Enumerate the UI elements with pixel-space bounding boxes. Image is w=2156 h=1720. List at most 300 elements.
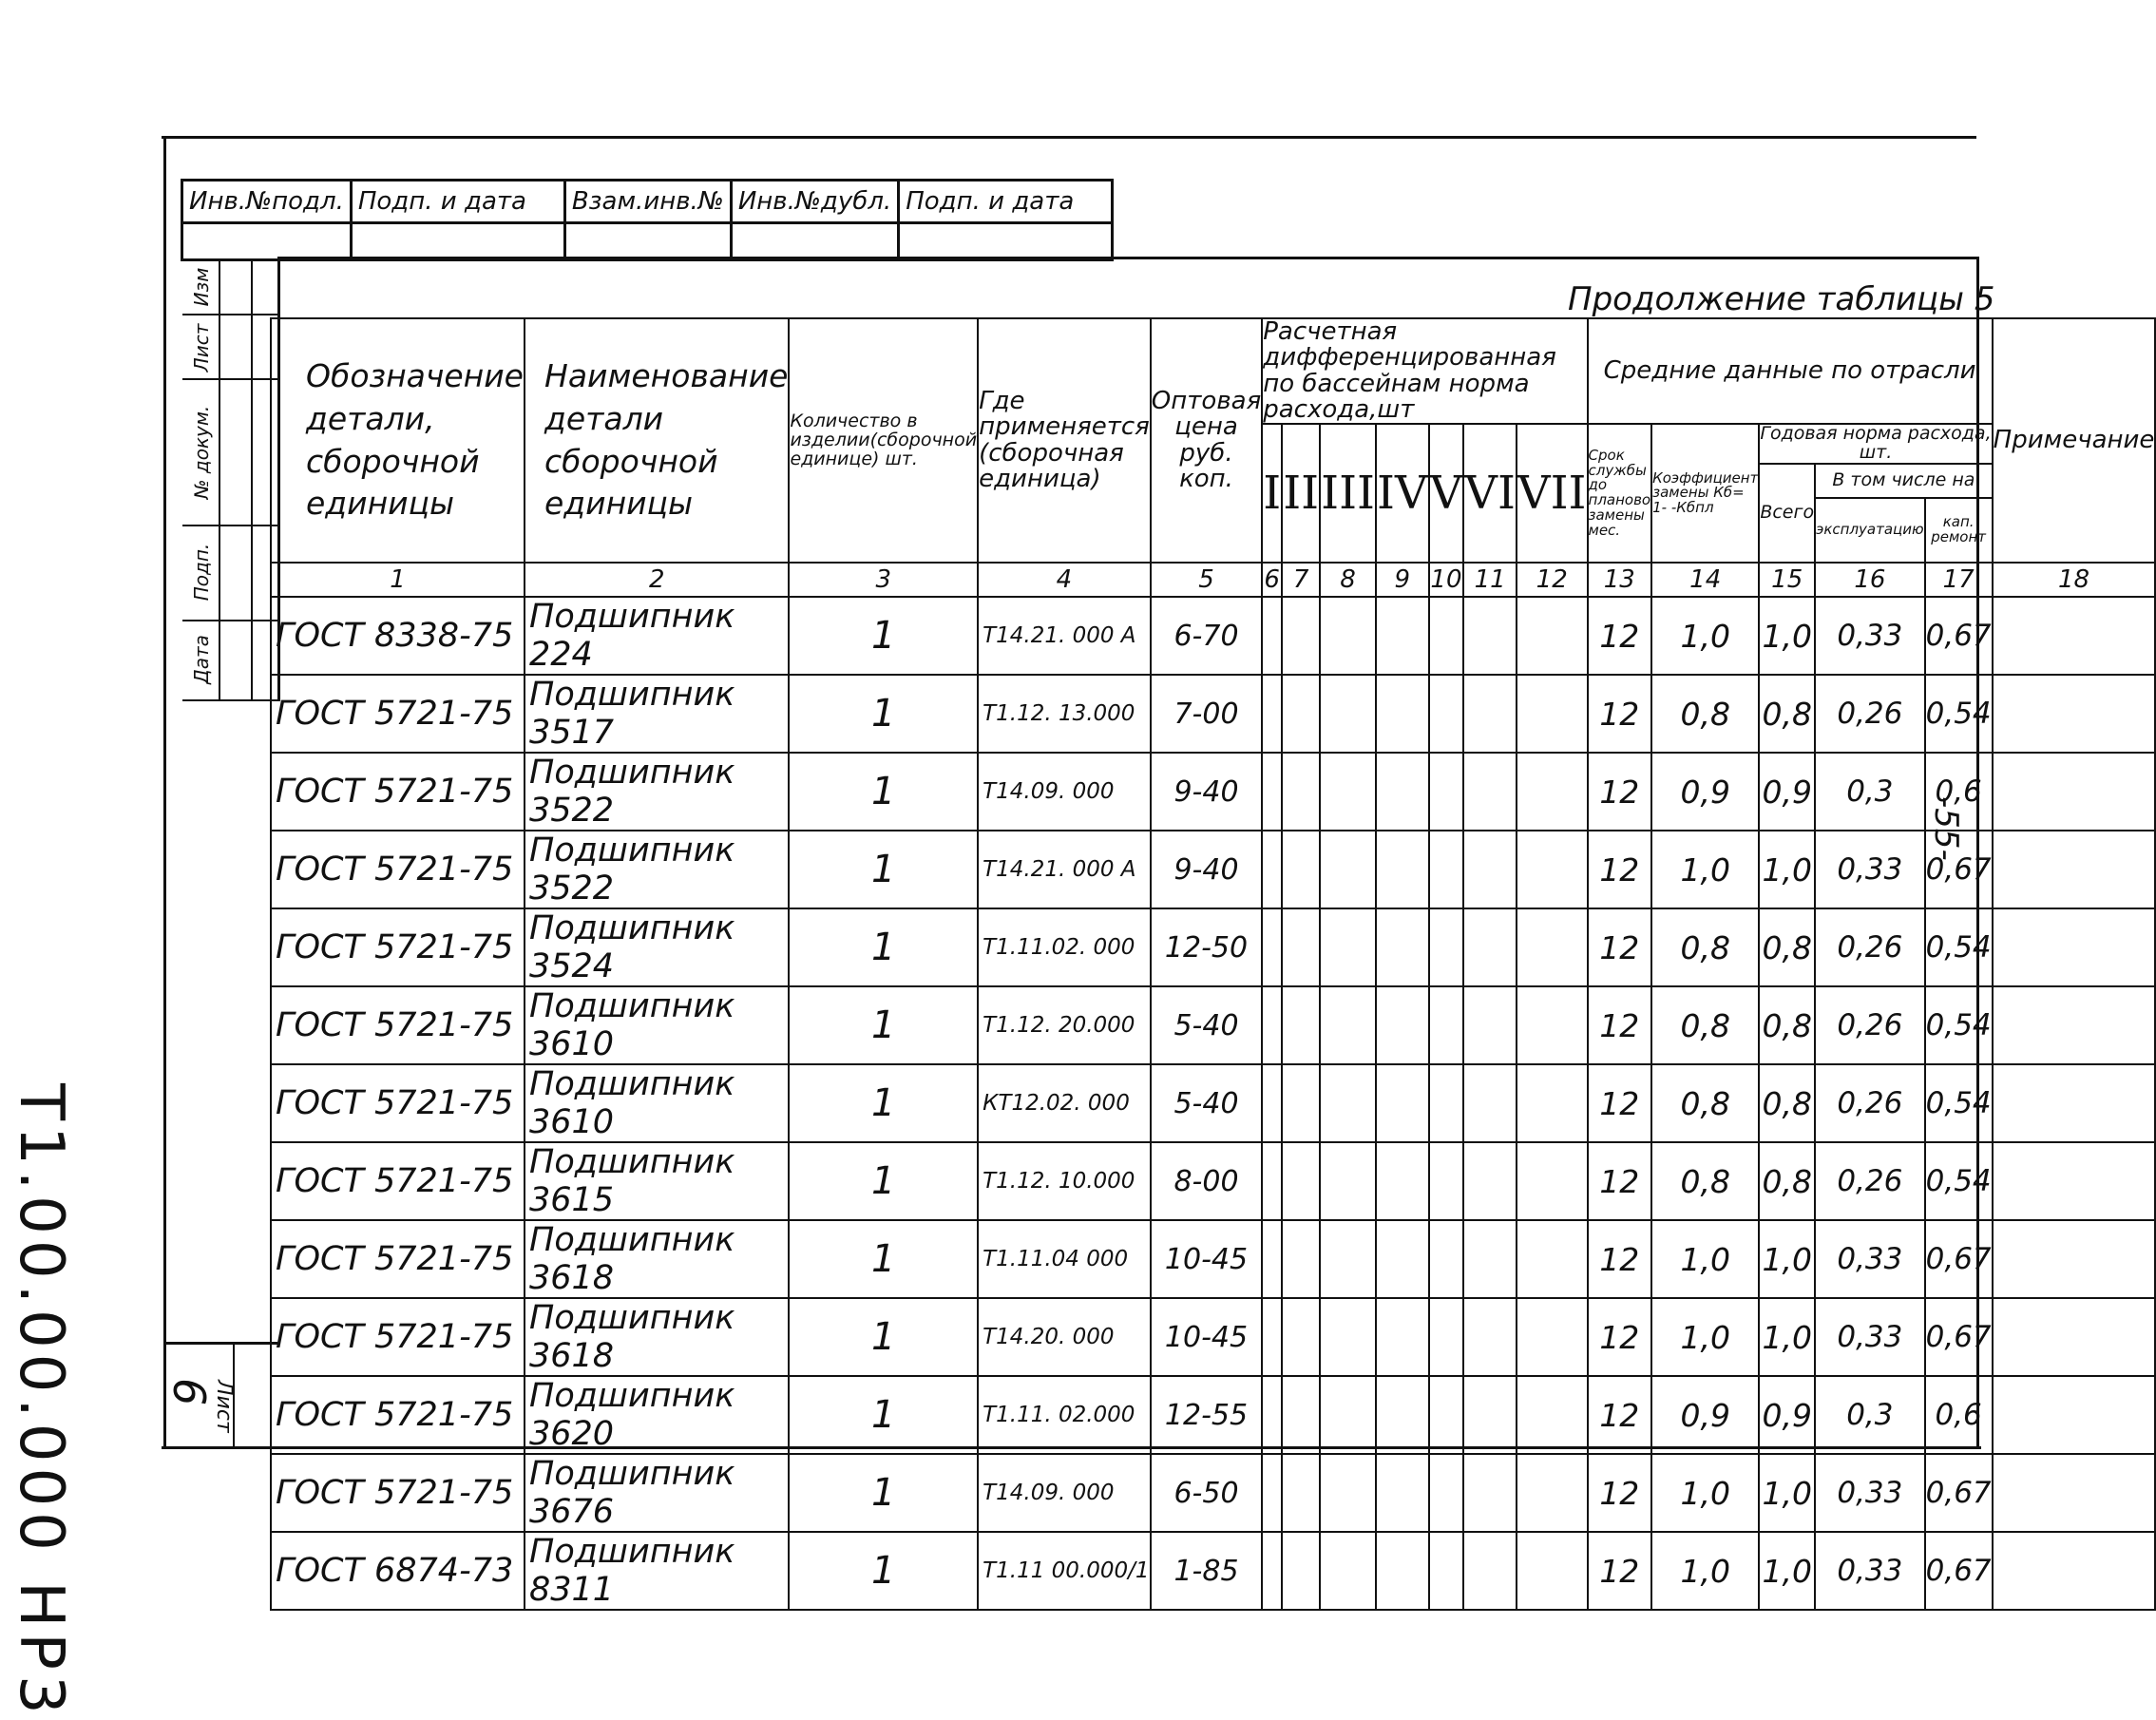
row-norm-7 <box>1517 753 1588 831</box>
table-row <box>271 753 2155 831</box>
row-designation: ГОСТ 5721-75 <box>271 1220 525 1298</box>
row-norm-5 <box>1429 1064 1464 1142</box>
row-coef: 0,9 <box>1651 1376 1759 1454</box>
row-service-life: 12 <box>1588 1142 1652 1220</box>
row-note <box>1993 908 2156 986</box>
table-row <box>271 1376 2155 1454</box>
stamp-blank-3 <box>564 223 731 260</box>
row-exploitation: 0,33 <box>1815 1454 1925 1532</box>
row-norm-4 <box>1376 1454 1429 1532</box>
header-coef: Коэффициент замены Кб= 1- -Кбпл <box>1651 424 1759 563</box>
row-coef: 0,8 <box>1651 675 1759 753</box>
row-name: Подшипник 3615 <box>525 1142 789 1220</box>
row-designation: ГОСТ 6874-73 <box>271 1532 525 1610</box>
row-exploitation: 0,33 <box>1815 597 1925 675</box>
row-norm-1 <box>1262 986 1282 1064</box>
col-number-3: 3 <box>789 563 978 597</box>
row-norm-2 <box>1282 1142 1320 1220</box>
col-number-9: 9 <box>1376 563 1429 597</box>
row-where-used: КТ12.02. 000 <box>978 1064 1151 1142</box>
row-coef: 1,0 <box>1651 1454 1759 1532</box>
row-norm-3 <box>1320 986 1376 1064</box>
row-where-used: Т14.21. 000 А <box>978 831 1151 908</box>
row-service-life: 12 <box>1588 1064 1652 1142</box>
row-note <box>1993 986 2156 1064</box>
row-designation: ГОСТ 5721-75 <box>271 1298 525 1376</box>
row-price: 6-50 <box>1151 1454 1262 1532</box>
row-note <box>1993 1376 2156 1454</box>
row-norm-2 <box>1282 1376 1320 1454</box>
row-service-life: 12 <box>1588 597 1652 675</box>
row-norm-5 <box>1429 986 1464 1064</box>
stamp-blank-4 <box>731 223 898 260</box>
row-norm-7 <box>1517 1298 1588 1376</box>
header-designation: Обозначение детали, сборочной единицы <box>271 318 525 563</box>
row-norm-3 <box>1320 1298 1376 1376</box>
row-price: 12-55 <box>1151 1376 1262 1454</box>
col-number-8: 8 <box>1320 563 1376 597</box>
header-roman-2: II <box>1282 424 1320 563</box>
row-norm-6 <box>1463 1064 1517 1142</box>
row-coef: 0,8 <box>1651 1064 1759 1142</box>
row-note <box>1993 1064 2156 1142</box>
row-quantity: 1 <box>789 1220 978 1298</box>
row-norm-7 <box>1517 597 1588 675</box>
stamp-blank-5 <box>899 223 1113 260</box>
row-quantity: 1 <box>789 753 978 831</box>
table-row <box>271 1142 2155 1220</box>
row-designation: ГОСТ 5721-75 <box>271 831 525 908</box>
row-name: Подшипник 3524 <box>525 908 789 986</box>
col-number-5: 5 <box>1151 563 1262 597</box>
row-price: 6-70 <box>1151 597 1262 675</box>
header-roman-1: I <box>1262 424 1282 563</box>
row-norm-6 <box>1463 1376 1517 1454</box>
row-total: 0,9 <box>1759 753 1815 831</box>
row-quantity: 1 <box>789 1532 978 1610</box>
table-row <box>271 675 2155 753</box>
sheet-number: 6 <box>163 1378 215 1406</box>
stamp-inv-podl: Инв.№подл. <box>182 181 352 223</box>
row-where-used: Т1.11.04 000 <box>978 1220 1151 1298</box>
row-service-life: 12 <box>1588 986 1652 1064</box>
row-price: 10-45 <box>1151 1298 1262 1376</box>
row-repair: 0,54 <box>1925 986 1993 1064</box>
row-norm-2 <box>1282 675 1320 753</box>
row-coef: 0,8 <box>1651 908 1759 986</box>
row-norm-3 <box>1320 831 1376 908</box>
row-norm-1 <box>1262 1064 1282 1142</box>
row-where-used: Т1.11 00.000/1 <box>978 1532 1151 1610</box>
row-norm-7 <box>1517 1220 1588 1298</box>
row-price: 12-50 <box>1151 908 1262 986</box>
row-total: 1,0 <box>1759 1298 1815 1376</box>
row-price: 9-40 <box>1151 753 1262 831</box>
table-row <box>271 831 2155 908</box>
row-total: 0,8 <box>1759 1064 1815 1142</box>
row-total: 0,8 <box>1759 908 1815 986</box>
row-coef: 0,8 <box>1651 1142 1759 1220</box>
header-price: Оптовая цена руб. коп. <box>1151 318 1262 563</box>
row-exploitation: 0,3 <box>1815 1376 1925 1454</box>
row-designation: ГОСТ 5721-75 <box>271 1454 525 1532</box>
row-norm-7 <box>1517 986 1588 1064</box>
row-norm-4 <box>1376 1220 1429 1298</box>
row-total: 0,9 <box>1759 1376 1815 1454</box>
col-number-18: 18 <box>1993 563 2156 597</box>
row-where-used: Т1.12. 10.000 <box>978 1142 1151 1220</box>
row-quantity: 1 <box>789 1142 978 1220</box>
row-norm-6 <box>1463 1142 1517 1220</box>
strip-list: Лист <box>190 323 213 373</box>
row-service-life: 12 <box>1588 1220 1652 1298</box>
header-norm-group: Расчетная дифференцированная по бассейнам норма расхода,шт <box>1262 318 1587 424</box>
row-where-used: Т1.12. 13.000 <box>978 675 1151 753</box>
row-norm-4 <box>1376 1532 1429 1610</box>
row-note <box>1993 1454 2156 1532</box>
row-total: 0,8 <box>1759 675 1815 753</box>
row-note <box>1993 675 2156 753</box>
row-norm-1 <box>1262 597 1282 675</box>
row-quantity: 1 <box>789 831 978 908</box>
row-norm-1 <box>1262 1532 1282 1610</box>
row-service-life: 12 <box>1588 753 1652 831</box>
row-exploitation: 0,33 <box>1815 1220 1925 1298</box>
row-norm-6 <box>1463 1454 1517 1532</box>
row-exploitation: 0,26 <box>1815 908 1925 986</box>
row-norm-5 <box>1429 1532 1464 1610</box>
header-service-life: Срок службы до планово замены мес. <box>1588 424 1652 563</box>
row-exploitation: 0,3 <box>1815 753 1925 831</box>
row-total: 0,8 <box>1759 986 1815 1064</box>
row-quantity: 1 <box>789 675 978 753</box>
row-norm-3 <box>1320 1220 1376 1298</box>
table-row <box>271 986 2155 1064</box>
row-norm-6 <box>1463 597 1517 675</box>
strip-line-h3 <box>182 525 277 526</box>
row-repair: 0,6 <box>1925 753 1993 831</box>
row-norm-4 <box>1376 1142 1429 1220</box>
row-norm-5 <box>1429 1298 1464 1376</box>
row-norm-7 <box>1517 675 1588 753</box>
table-row <box>271 908 2155 986</box>
row-service-life: 12 <box>1588 1298 1652 1376</box>
row-norm-7 <box>1517 831 1588 908</box>
row-norm-6 <box>1463 1298 1517 1376</box>
row-quantity: 1 <box>789 1376 978 1454</box>
row-total: 0,8 <box>1759 1142 1815 1220</box>
row-price: 10-45 <box>1151 1220 1262 1298</box>
row-price: 8-00 <box>1151 1142 1262 1220</box>
strip-line-v1 <box>219 258 220 701</box>
row-note <box>1993 597 2156 675</box>
stamp-vzam-inv: Взам.инв.№ <box>564 181 731 223</box>
row-norm-7 <box>1517 1454 1588 1532</box>
parts-table <box>270 317 2156 1611</box>
row-norm-7 <box>1517 1064 1588 1142</box>
row-note <box>1993 1220 2156 1298</box>
col-number-10: 10 <box>1429 563 1464 597</box>
stamp-blank-2 <box>351 223 564 260</box>
stamp-podp-data-1: Подп. и дата <box>351 181 564 223</box>
stamp-blank-1 <box>182 223 352 260</box>
row-where-used: Т14.09. 000 <box>978 753 1151 831</box>
row-norm-5 <box>1429 675 1464 753</box>
row-repair: 0,67 <box>1925 1532 1993 1610</box>
row-norm-3 <box>1320 1064 1376 1142</box>
row-norm-7 <box>1517 1376 1588 1454</box>
row-norm-4 <box>1376 1064 1429 1142</box>
table-row <box>271 597 2155 675</box>
row-quantity: 1 <box>789 597 978 675</box>
row-service-life: 12 <box>1588 831 1652 908</box>
row-norm-2 <box>1282 1298 1320 1376</box>
header-roman-7: VII <box>1517 424 1588 563</box>
row-exploitation: 0,26 <box>1815 1142 1925 1220</box>
row-norm-7 <box>1517 1532 1588 1610</box>
row-norm-4 <box>1376 986 1429 1064</box>
row-norm-2 <box>1282 831 1320 908</box>
row-norm-1 <box>1262 908 1282 986</box>
row-norm-4 <box>1376 753 1429 831</box>
col-number-12: 12 <box>1517 563 1588 597</box>
row-name: Подшипник 3610 <box>525 986 789 1064</box>
row-norm-5 <box>1429 908 1464 986</box>
header-repair: кап. ремонт <box>1925 498 1993 563</box>
header-roman-6: VI <box>1463 424 1517 563</box>
row-designation: ГОСТ 5721-75 <box>271 753 525 831</box>
table-body <box>271 597 2155 1610</box>
row-norm-3 <box>1320 597 1376 675</box>
col-number-16: 16 <box>1815 563 1925 597</box>
row-norm-1 <box>1262 1220 1282 1298</box>
row-service-life: 12 <box>1588 675 1652 753</box>
row-where-used: Т1.11.02. 000 <box>978 908 1151 986</box>
row-name: Подшипник 3522 <box>525 831 789 908</box>
row-name: Подшипник 3618 <box>525 1220 789 1298</box>
header-name: Наименование детали сборочной единицы <box>525 318 789 563</box>
row-total: 1,0 <box>1759 597 1815 675</box>
header-exploitation: эксплуатацию <box>1815 498 1925 563</box>
row-designation: ГОСТ 5721-75 <box>271 908 525 986</box>
row-name: Подшипник 3618 <box>525 1298 789 1376</box>
row-quantity: 1 <box>789 986 978 1064</box>
strip-dokum: № докум. <box>190 405 213 500</box>
header-avg-group: Средние данные по отрасли <box>1588 318 1993 424</box>
row-note <box>1993 1532 2156 1610</box>
col-number-2: 2 <box>525 563 789 597</box>
row-note <box>1993 753 2156 831</box>
row-norm-5 <box>1429 831 1464 908</box>
row-norm-4 <box>1376 1298 1429 1376</box>
header-quantity: Количество в изделии(сборочной единице) шт. <box>789 318 978 563</box>
row-norm-7 <box>1517 908 1588 986</box>
row-norm-3 <box>1320 753 1376 831</box>
table-row <box>271 1220 2155 1298</box>
row-norm-3 <box>1320 908 1376 986</box>
row-note <box>1993 1298 2156 1376</box>
sheet-label: Лист <box>212 1380 236 1433</box>
row-norm-6 <box>1463 908 1517 986</box>
row-service-life: 12 <box>1588 908 1652 986</box>
row-total: 1,0 <box>1759 831 1815 908</box>
row-total: 1,0 <box>1759 1220 1815 1298</box>
row-coef: 1,0 <box>1651 597 1759 675</box>
row-norm-3 <box>1320 675 1376 753</box>
row-designation: ГОСТ 5721-75 <box>271 1376 525 1454</box>
row-name: Подшипник 224 <box>525 597 789 675</box>
row-norm-2 <box>1282 1454 1320 1532</box>
header-roman-3: III <box>1320 424 1376 563</box>
row-norm-2 <box>1282 908 1320 986</box>
row-repair: 0,54 <box>1925 1142 1993 1220</box>
row-repair: 0,67 <box>1925 597 1993 675</box>
row-norm-2 <box>1282 1220 1320 1298</box>
row-norm-4 <box>1376 831 1429 908</box>
row-norm-6 <box>1463 1532 1517 1610</box>
row-price: 9-40 <box>1151 831 1262 908</box>
row-designation: ГОСТ 8338-75 <box>271 597 525 675</box>
row-where-used: Т14.09. 000 <box>978 1454 1151 1532</box>
row-name: Подшипник 3517 <box>525 675 789 753</box>
row-designation: ГОСТ 5721-75 <box>271 986 525 1064</box>
row-repair: 0,67 <box>1925 1220 1993 1298</box>
header-annual-norm: Годовая норма расхода, шт. <box>1760 423 1992 464</box>
row-coef: 0,8 <box>1651 986 1759 1064</box>
row-exploitation: 0,26 <box>1815 1064 1925 1142</box>
row-coef: 1,0 <box>1651 1532 1759 1610</box>
header-incl: В том числе на <box>1815 464 1993 498</box>
table-row <box>271 1454 2155 1532</box>
row-norm-6 <box>1463 675 1517 753</box>
page-number: -55- <box>1927 796 1965 861</box>
row-service-life: 12 <box>1588 1376 1652 1454</box>
header-roman-4: IV <box>1376 424 1429 563</box>
row-service-life: 12 <box>1588 1454 1652 1532</box>
strip-line-h5 <box>182 699 277 701</box>
sheet-box-top-line <box>163 1342 277 1345</box>
row-norm-1 <box>1262 675 1282 753</box>
row-repair: 0,67 <box>1925 1298 1993 1376</box>
col-number-11: 11 <box>1463 563 1517 597</box>
row-norm-6 <box>1463 986 1517 1064</box>
row-norm-5 <box>1429 753 1464 831</box>
row-norm-4 <box>1376 1376 1429 1454</box>
row-note <box>1993 1142 2156 1220</box>
row-repair: 0,67 <box>1925 831 1993 908</box>
row-repair: 0,67 <box>1925 1454 1993 1532</box>
row-name: Подшипник 3676 <box>525 1454 789 1532</box>
row-norm-1 <box>1262 831 1282 908</box>
strip-podp: Подп. <box>190 543 213 602</box>
row-norm-5 <box>1429 1142 1464 1220</box>
col-number-4: 4 <box>978 563 1151 597</box>
header-where-used: Где применяется (сборочная единица) <box>978 318 1151 563</box>
row-norm-2 <box>1282 753 1320 831</box>
row-norm-4 <box>1376 908 1429 986</box>
row-norm-1 <box>1262 1298 1282 1376</box>
row-total: 1,0 <box>1759 1532 1815 1610</box>
row-where-used: Т1.12. 20.000 <box>978 986 1151 1064</box>
row-norm-5 <box>1429 1220 1464 1298</box>
row-repair: 0,54 <box>1925 1064 1993 1142</box>
row-exploitation: 0,26 <box>1815 675 1925 753</box>
row-norm-1 <box>1262 1142 1282 1220</box>
row-norm-6 <box>1463 831 1517 908</box>
row-exploitation: 0,33 <box>1815 831 1925 908</box>
row-repair: 0,6 <box>1925 1376 1993 1454</box>
table-row <box>271 1064 2155 1142</box>
frame-left-line <box>163 136 166 1447</box>
row-where-used: Т14.21. 000 А <box>978 597 1151 675</box>
row-name: Подшипник 3610 <box>525 1064 789 1142</box>
col-number-6: 6 <box>1262 563 1282 597</box>
row-norm-3 <box>1320 1376 1376 1454</box>
row-price: 5-40 <box>1151 1064 1262 1142</box>
continuation-title: Продолжение таблицы 5 <box>1568 280 1995 318</box>
revision-strip <box>182 258 281 701</box>
row-norm-5 <box>1429 597 1464 675</box>
row-norm-3 <box>1320 1454 1376 1532</box>
strip-line-v2 <box>251 258 253 701</box>
row-norm-6 <box>1463 1220 1517 1298</box>
row-where-used: Т1.11. 02.000 <box>978 1376 1151 1454</box>
row-norm-5 <box>1429 1376 1464 1454</box>
row-norm-6 <box>1463 753 1517 831</box>
row-quantity: 1 <box>789 1454 978 1532</box>
col-number-15: 15 <box>1759 563 1815 597</box>
row-name: Подшипник 3522 <box>525 753 789 831</box>
frame-top-line <box>162 136 1976 139</box>
header-total: Всего <box>1759 464 1815 563</box>
row-norm-1 <box>1262 1376 1282 1454</box>
row-coef: 0,9 <box>1651 753 1759 831</box>
row-coef: 1,0 <box>1651 1220 1759 1298</box>
row-designation: ГОСТ 5721-75 <box>271 1142 525 1220</box>
row-norm-2 <box>1282 986 1320 1064</box>
row-coef: 1,0 <box>1651 831 1759 908</box>
row-norm-7 <box>1517 1142 1588 1220</box>
row-exploitation: 0,33 <box>1815 1298 1925 1376</box>
row-total: 1,0 <box>1759 1454 1815 1532</box>
row-name: Подшипник 8311 <box>525 1532 789 1610</box>
document-code: Т1.00.00.000 НР3 <box>6 1083 76 1720</box>
row-norm-5 <box>1429 1454 1464 1532</box>
row-norm-2 <box>1282 597 1320 675</box>
header-roman-5: V <box>1429 424 1464 563</box>
strip-izm: Изм <box>190 267 213 307</box>
row-price: 7-00 <box>1151 675 1262 753</box>
table-row <box>271 1298 2155 1376</box>
row-norm-2 <box>1282 1064 1320 1142</box>
row-norm-3 <box>1320 1532 1376 1610</box>
approval-stamp <box>181 179 1114 261</box>
row-exploitation: 0,26 <box>1815 986 1925 1064</box>
row-norm-3 <box>1320 1142 1376 1220</box>
row-designation: ГОСТ 5721-75 <box>271 675 525 753</box>
row-norm-4 <box>1376 675 1429 753</box>
row-name: Подшипник 3620 <box>525 1376 789 1454</box>
col-number-7: 7 <box>1282 563 1320 597</box>
table-row <box>271 1532 2155 1610</box>
col-number-13: 13 <box>1588 563 1652 597</box>
row-norm-1 <box>1262 753 1282 831</box>
row-norm-1 <box>1262 1454 1282 1532</box>
row-where-used: Т14.20. 000 <box>978 1298 1151 1376</box>
row-service-life: 12 <box>1588 1532 1652 1610</box>
row-norm-4 <box>1376 597 1429 675</box>
row-price: 1-85 <box>1151 1532 1262 1610</box>
